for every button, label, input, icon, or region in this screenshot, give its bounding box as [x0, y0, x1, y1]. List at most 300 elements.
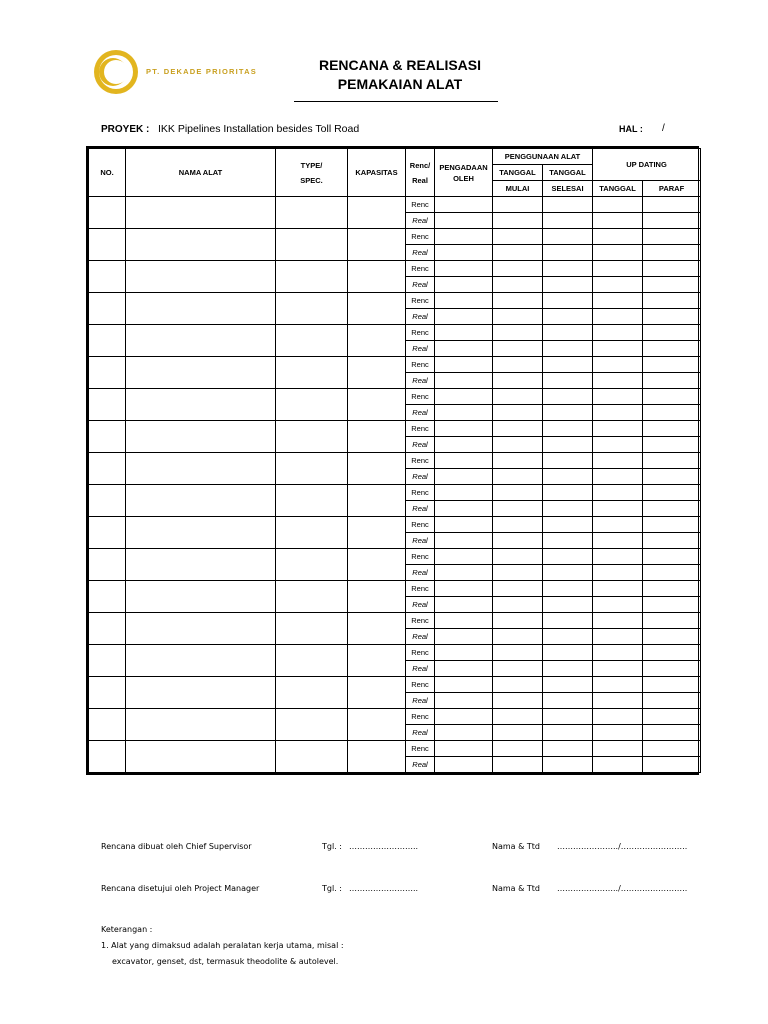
cell-tanggal-mulai[interactable]: [493, 677, 543, 693]
cell-type-spec[interactable]: [276, 197, 348, 229]
cell-kapasitas[interactable]: [348, 453, 406, 485]
cell-tanggal-mulai[interactable]: [493, 629, 543, 645]
header-pengadaan: [435, 149, 493, 197]
cell-no[interactable]: [89, 485, 126, 517]
cell-renc-real-real: Real: [406, 373, 435, 389]
cell-type-spec[interactable]: [276, 549, 348, 581]
cell-no[interactable]: [89, 613, 126, 645]
cell-updating-tanggal[interactable]: [593, 501, 643, 517]
table-row-renc: [89, 645, 701, 661]
cell-updating-tanggal[interactable]: [593, 741, 643, 757]
cell-tanggal-selesai[interactable]: [543, 645, 593, 661]
cell-updating-tanggal[interactable]: [593, 293, 643, 309]
cell-updating-paraf[interactable]: [643, 325, 701, 341]
cell-tanggal-mulai[interactable]: [493, 197, 543, 213]
cell-updating-tanggal[interactable]: [593, 565, 643, 581]
cell-tanggal-mulai[interactable]: [493, 485, 543, 501]
cell-kapasitas[interactable]: [348, 613, 406, 645]
cell-pengadaan[interactable]: [435, 261, 493, 277]
cell-updating-tanggal[interactable]: [593, 197, 643, 213]
cell-updating-paraf[interactable]: [643, 597, 701, 613]
cell-pengadaan[interactable]: [435, 197, 493, 213]
cell-renc-real-renc: Renc: [406, 293, 435, 309]
cell-nama-alat[interactable]: [126, 549, 276, 581]
cell-no[interactable]: [89, 741, 126, 773]
cell-pengadaan[interactable]: [435, 565, 493, 581]
cell-no[interactable]: [89, 293, 126, 325]
cell-renc-real-renc: Renc: [406, 645, 435, 661]
cell-updating-tanggal[interactable]: [593, 309, 643, 325]
header-kapasitas: KAPASITAS: [348, 149, 406, 197]
cell-tanggal-mulai[interactable]: [493, 581, 543, 597]
cell-pengadaan[interactable]: [435, 389, 493, 405]
cell-tanggal-mulai[interactable]: [493, 565, 543, 581]
cell-pengadaan[interactable]: [435, 469, 493, 485]
cell-renc-real-real: Real: [406, 277, 435, 293]
cell-nama-alat[interactable]: [126, 613, 276, 645]
cell-no[interactable]: [89, 261, 126, 293]
cell-tanggal-mulai[interactable]: [493, 645, 543, 661]
cell-type-spec[interactable]: [276, 741, 348, 773]
header-renc-real-line1: Renc/: [409, 160, 431, 170]
cell-updating-tanggal[interactable]: [593, 725, 643, 741]
cell-tanggal-selesai[interactable]: [543, 261, 593, 277]
cell-pengadaan[interactable]: [435, 357, 493, 373]
cell-renc-real-real: Real: [406, 661, 435, 677]
cell-updating-paraf[interactable]: [643, 533, 701, 549]
cell-pengadaan[interactable]: [435, 453, 493, 469]
cell-tanggal-mulai[interactable]: [493, 325, 543, 341]
cell-nama-alat[interactable]: [126, 229, 276, 261]
cell-updating-tanggal[interactable]: [593, 517, 643, 533]
cell-nama-alat[interactable]: [126, 197, 276, 229]
table-row-renc: [89, 709, 701, 725]
cell-updating-paraf[interactable]: [643, 469, 701, 485]
cell-pengadaan[interactable]: [435, 485, 493, 501]
cell-pengadaan[interactable]: [435, 533, 493, 549]
cell-no[interactable]: [89, 197, 126, 229]
cell-no[interactable]: [89, 677, 126, 709]
cell-no[interactable]: [89, 517, 126, 549]
cell-tanggal-mulai[interactable]: [493, 469, 543, 485]
cell-updating-paraf[interactable]: [643, 645, 701, 661]
cell-no[interactable]: [89, 581, 126, 613]
cell-tanggal-selesai[interactable]: [543, 693, 593, 709]
cell-pengadaan[interactable]: [435, 245, 493, 261]
cell-tanggal-mulai[interactable]: [493, 277, 543, 293]
cell-nama-alat[interactable]: [126, 421, 276, 453]
cell-updating-tanggal[interactable]: [593, 645, 643, 661]
cell-updating-tanggal[interactable]: [593, 325, 643, 341]
cell-updating-tanggal[interactable]: [593, 213, 643, 229]
cell-pengadaan[interactable]: [435, 229, 493, 245]
cell-type-spec[interactable]: [276, 613, 348, 645]
cell-updating-paraf[interactable]: [643, 213, 701, 229]
cell-nama-alat[interactable]: [126, 293, 276, 325]
header-updating-paraf: PARAF: [643, 181, 701, 197]
cell-kapasitas[interactable]: [348, 293, 406, 325]
cell-type-spec[interactable]: [276, 517, 348, 549]
cell-nama-alat[interactable]: [126, 453, 276, 485]
cell-pengadaan[interactable]: [435, 741, 493, 757]
cell-type-spec[interactable]: [276, 645, 348, 677]
cell-nama-alat[interactable]: [126, 389, 276, 421]
cell-tanggal-mulai[interactable]: [493, 741, 543, 757]
cell-pengadaan[interactable]: [435, 277, 493, 293]
cell-pengadaan[interactable]: [435, 309, 493, 325]
cell-updating-tanggal[interactable]: [593, 581, 643, 597]
cell-tanggal-selesai[interactable]: [543, 325, 593, 341]
cell-tanggal-selesai[interactable]: [543, 597, 593, 613]
cell-type-spec[interactable]: [276, 581, 348, 613]
cell-tanggal-selesai[interactable]: [543, 565, 593, 581]
cell-tanggal-selesai[interactable]: [543, 613, 593, 629]
cell-nama-alat[interactable]: [126, 517, 276, 549]
cell-updating-paraf[interactable]: [643, 581, 701, 597]
cell-updating-tanggal[interactable]: [593, 709, 643, 725]
cell-tanggal-selesai[interactable]: [543, 197, 593, 213]
cell-updating-paraf[interactable]: [643, 405, 701, 421]
cell-renc-real-renc: Renc: [406, 389, 435, 405]
cell-updating-paraf[interactable]: [643, 277, 701, 293]
cell-pengadaan[interactable]: [435, 421, 493, 437]
cell-type-spec[interactable]: [276, 261, 348, 293]
cell-updating-tanggal[interactable]: [593, 485, 643, 501]
cell-tanggal-selesai[interactable]: [543, 389, 593, 405]
cell-tanggal-selesai[interactable]: [543, 341, 593, 357]
cell-updating-paraf[interactable]: [643, 293, 701, 309]
cell-renc-real-renc: Renc: [406, 517, 435, 533]
cell-pengadaan[interactable]: [435, 629, 493, 645]
cell-updating-paraf[interactable]: [643, 709, 701, 725]
cell-pengadaan[interactable]: [435, 325, 493, 341]
cell-updating-paraf[interactable]: [643, 261, 701, 277]
cell-tanggal-selesai[interactable]: [543, 229, 593, 245]
cell-tanggal-mulai[interactable]: [493, 453, 543, 469]
cell-pengadaan[interactable]: [435, 405, 493, 421]
cell-kapasitas[interactable]: [348, 197, 406, 229]
cell-kapasitas[interactable]: [348, 421, 406, 453]
header-tanggal-mulai-line1: TANGGAL: [493, 165, 543, 181]
cell-tanggal-selesai[interactable]: [543, 517, 593, 533]
cell-updating-tanggal[interactable]: [593, 677, 643, 693]
cell-kapasitas[interactable]: [348, 485, 406, 517]
cell-renc-real-real: Real: [406, 341, 435, 357]
cell-updating-tanggal[interactable]: [593, 613, 643, 629]
cell-kapasitas[interactable]: [348, 325, 406, 357]
cell-updating-paraf[interactable]: [643, 485, 701, 501]
cell-type-spec[interactable]: [276, 229, 348, 261]
cell-kapasitas[interactable]: [348, 261, 406, 293]
cell-renc-real-real: Real: [406, 757, 435, 773]
cell-updating-paraf[interactable]: [643, 565, 701, 581]
page-label: HAL :: [619, 124, 643, 134]
cell-no[interactable]: [89, 325, 126, 357]
cell-type-spec[interactable]: [276, 357, 348, 389]
cell-tanggal-selesai[interactable]: [543, 421, 593, 437]
table-row-renc: [89, 517, 701, 533]
cell-nama-alat[interactable]: [126, 325, 276, 357]
cell-pengadaan[interactable]: [435, 757, 493, 773]
cell-tanggal-selesai[interactable]: [543, 357, 593, 373]
cell-tanggal-selesai[interactable]: [543, 581, 593, 597]
cell-updating-tanggal[interactable]: [593, 357, 643, 373]
cell-tanggal-selesai[interactable]: [543, 661, 593, 677]
cell-type-spec[interactable]: [276, 325, 348, 357]
cell-tanggal-mulai[interactable]: [493, 213, 543, 229]
cell-tanggal-selesai[interactable]: [543, 501, 593, 517]
cell-tanggal-selesai[interactable]: [543, 725, 593, 741]
cell-no[interactable]: [89, 453, 126, 485]
cell-renc-real-renc: Renc: [406, 357, 435, 373]
table-row-renc: [89, 389, 701, 405]
cell-tanggal-mulai[interactable]: [493, 421, 543, 437]
cell-no[interactable]: [89, 421, 126, 453]
header-type-spec-line2: SPEC.: [300, 175, 323, 185]
cell-updating-paraf[interactable]: [643, 421, 701, 437]
cell-kapasitas[interactable]: [348, 709, 406, 741]
cell-pengadaan[interactable]: [435, 213, 493, 229]
cell-tanggal-mulai[interactable]: [493, 389, 543, 405]
cell-tanggal-mulai[interactable]: [493, 373, 543, 389]
cell-pengadaan[interactable]: [435, 549, 493, 565]
cell-tanggal-selesai[interactable]: [543, 453, 593, 469]
cell-tanggal-selesai[interactable]: [543, 405, 593, 421]
cell-tanggal-selesai[interactable]: [543, 245, 593, 261]
cell-updating-paraf[interactable]: [643, 741, 701, 757]
table-row-renc: [89, 741, 701, 757]
cell-tanggal-mulai[interactable]: [493, 693, 543, 709]
cell-kapasitas[interactable]: [348, 229, 406, 261]
cell-pengadaan[interactable]: [435, 517, 493, 533]
cell-updating-paraf[interactable]: [643, 197, 701, 213]
cell-tanggal-selesai[interactable]: [543, 213, 593, 229]
cell-tanggal-mulai[interactable]: [493, 661, 543, 677]
cell-type-spec[interactable]: [276, 389, 348, 421]
cell-kapasitas[interactable]: [348, 677, 406, 709]
cell-nama-alat[interactable]: [126, 581, 276, 613]
cell-pengadaan[interactable]: [435, 341, 493, 357]
cell-tanggal-mulai[interactable]: [493, 533, 543, 549]
cell-updating-tanggal[interactable]: [593, 405, 643, 421]
cell-tanggal-selesai[interactable]: [543, 373, 593, 389]
cell-renc-real-renc: Renc: [406, 485, 435, 501]
table-row-renc: [89, 485, 701, 501]
cell-updating-tanggal[interactable]: [593, 549, 643, 565]
cell-updating-paraf[interactable]: [643, 389, 701, 405]
cell-updating-tanggal[interactable]: [593, 245, 643, 261]
cell-updating-paraf[interactable]: [643, 757, 701, 773]
cell-tanggal-selesai[interactable]: [543, 757, 593, 773]
cell-updating-paraf[interactable]: [643, 677, 701, 693]
cell-tanggal-selesai[interactable]: [543, 741, 593, 757]
cell-updating-tanggal[interactable]: [593, 277, 643, 293]
cell-no[interactable]: [89, 709, 126, 741]
cell-pengadaan[interactable]: [435, 725, 493, 741]
cell-no[interactable]: [89, 389, 126, 421]
cell-pengadaan[interactable]: [435, 693, 493, 709]
cell-updating-tanggal[interactable]: [593, 229, 643, 245]
cell-updating-tanggal[interactable]: [593, 757, 643, 773]
cell-tanggal-mulai[interactable]: [493, 613, 543, 629]
header-tanggal-selesai-line1: TANGGAL: [543, 165, 593, 181]
cell-updating-tanggal[interactable]: [593, 453, 643, 469]
cell-tanggal-mulai[interactable]: [493, 405, 543, 421]
cell-renc-real-real: Real: [406, 725, 435, 741]
footer-line2-nama: Nama & Ttd: [492, 884, 541, 893]
cell-kapasitas[interactable]: [348, 741, 406, 773]
cell-updating-paraf[interactable]: [643, 725, 701, 741]
document-title-line2: PEMAKAIAN ALAT: [337, 76, 463, 92]
cell-nama-alat[interactable]: [126, 709, 276, 741]
cell-updating-tanggal[interactable]: [593, 661, 643, 677]
cell-updating-paraf[interactable]: [643, 517, 701, 533]
cell-updating-tanggal[interactable]: [593, 437, 643, 453]
cell-nama-alat[interactable]: [126, 485, 276, 517]
cell-updating-paraf[interactable]: [643, 245, 701, 261]
cell-updating-paraf[interactable]: [643, 613, 701, 629]
cell-updating-paraf[interactable]: [643, 629, 701, 645]
cell-pengadaan[interactable]: [435, 437, 493, 453]
cell-renc-real-renc: Renc: [406, 581, 435, 597]
cell-tanggal-selesai[interactable]: [543, 533, 593, 549]
cell-updating-paraf[interactable]: [643, 357, 701, 373]
cell-tanggal-mulai[interactable]: [493, 245, 543, 261]
cell-pengadaan[interactable]: [435, 501, 493, 517]
cell-type-spec[interactable]: [276, 293, 348, 325]
cell-renc-real-renc: Renc: [406, 453, 435, 469]
cell-type-spec[interactable]: [276, 421, 348, 453]
note-1-line2: excavator, genset, dst, termasuk theodolite & autolevel.: [112, 957, 339, 966]
cell-pengadaan[interactable]: [435, 581, 493, 597]
cell-updating-tanggal[interactable]: [593, 469, 643, 485]
cell-tanggal-mulai[interactable]: [493, 229, 543, 245]
cell-tanggal-selesai[interactable]: [543, 709, 593, 725]
cell-tanggal-selesai[interactable]: [543, 293, 593, 309]
cell-pengadaan[interactable]: [435, 645, 493, 661]
cell-tanggal-mulai[interactable]: [493, 725, 543, 741]
cell-no[interactable]: [89, 357, 126, 389]
footer-line2-nama-dots: …………………../…………………….: [557, 884, 688, 893]
cell-kapasitas[interactable]: [348, 389, 406, 421]
cell-tanggal-mulai[interactable]: [493, 357, 543, 373]
cell-tanggal-selesai[interactable]: [543, 677, 593, 693]
cell-updating-tanggal[interactable]: [593, 629, 643, 645]
cell-type-spec[interactable]: [276, 677, 348, 709]
cell-tanggal-mulai[interactable]: [493, 341, 543, 357]
cell-tanggal-mulai[interactable]: [493, 549, 543, 565]
cell-pengadaan[interactable]: [435, 613, 493, 629]
cell-tanggal-selesai[interactable]: [543, 277, 593, 293]
document-title-line1: RENCANA & REALISASI: [318, 57, 482, 73]
cell-updating-tanggal[interactable]: [593, 261, 643, 277]
cell-no[interactable]: [89, 229, 126, 261]
cell-updating-paraf[interactable]: [643, 453, 701, 469]
header-pengadaan-line2: OLEH: [453, 173, 474, 183]
table-row-renc: [89, 677, 701, 693]
cell-type-spec[interactable]: [276, 709, 348, 741]
cell-tanggal-mulai[interactable]: [493, 709, 543, 725]
cell-renc-real-renc: Renc: [406, 197, 435, 213]
cell-type-spec[interactable]: [276, 453, 348, 485]
cell-tanggal-mulai[interactable]: [493, 501, 543, 517]
header-type-spec-line1: TYPE/: [300, 160, 323, 170]
cell-renc-real-renc: Renc: [406, 709, 435, 725]
cell-no[interactable]: [89, 645, 126, 677]
cell-updating-paraf[interactable]: [643, 549, 701, 565]
cell-tanggal-selesai[interactable]: [543, 437, 593, 453]
cell-updating-tanggal[interactable]: [593, 421, 643, 437]
cell-renc-real-real: Real: [406, 469, 435, 485]
cell-tanggal-selesai[interactable]: [543, 485, 593, 501]
cell-renc-real-real: Real: [406, 693, 435, 709]
cell-pengadaan[interactable]: [435, 293, 493, 309]
cell-updating-paraf[interactable]: [643, 229, 701, 245]
cell-renc-real-renc: Renc: [406, 741, 435, 757]
cell-nama-alat[interactable]: [126, 357, 276, 389]
cell-kapasitas[interactable]: [348, 581, 406, 613]
cell-type-spec[interactable]: [276, 485, 348, 517]
cell-pengadaan[interactable]: [435, 677, 493, 693]
cell-nama-alat[interactable]: [126, 677, 276, 709]
cell-tanggal-selesai[interactable]: [543, 629, 593, 645]
cell-updating-tanggal[interactable]: [593, 373, 643, 389]
cell-tanggal-mulai[interactable]: [493, 597, 543, 613]
cell-renc-real-real: Real: [406, 629, 435, 645]
cell-tanggal-mulai[interactable]: [493, 261, 543, 277]
project-value: IKK Pipelines Installation besides Toll Road: [158, 123, 360, 135]
cell-pengadaan[interactable]: [435, 661, 493, 677]
cell-updating-paraf[interactable]: [643, 437, 701, 453]
cell-updating-paraf[interactable]: [643, 341, 701, 357]
equipment-table: [86, 146, 699, 775]
cell-tanggal-mulai[interactable]: [493, 309, 543, 325]
cell-updating-paraf[interactable]: [643, 309, 701, 325]
cell-kapasitas[interactable]: [348, 549, 406, 581]
cell-tanggal-mulai[interactable]: [493, 437, 543, 453]
cell-tanggal-selesai[interactable]: [543, 469, 593, 485]
cell-updating-tanggal[interactable]: [593, 341, 643, 357]
cell-nama-alat[interactable]: [126, 645, 276, 677]
cell-tanggal-mulai[interactable]: [493, 517, 543, 533]
cell-pengadaan[interactable]: [435, 373, 493, 389]
cell-kapasitas[interactable]: [348, 517, 406, 549]
cell-tanggal-selesai[interactable]: [543, 309, 593, 325]
cell-tanggal-mulai[interactable]: [493, 757, 543, 773]
company-name: PT. DEKADE PRIORITAS: [146, 67, 257, 76]
cell-updating-paraf[interactable]: [643, 693, 701, 709]
cell-tanggal-selesai[interactable]: [543, 549, 593, 565]
cell-tanggal-mulai[interactable]: [493, 293, 543, 309]
cell-nama-alat[interactable]: [126, 261, 276, 293]
cell-updating-paraf[interactable]: [643, 373, 701, 389]
cell-renc-real-real: Real: [406, 245, 435, 261]
cell-updating-tanggal[interactable]: [593, 693, 643, 709]
cell-pengadaan[interactable]: [435, 709, 493, 725]
cell-pengadaan[interactable]: [435, 597, 493, 613]
cell-updating-tanggal[interactable]: [593, 597, 643, 613]
cell-updating-tanggal[interactable]: [593, 389, 643, 405]
cell-updating-paraf[interactable]: [643, 661, 701, 677]
cell-updating-paraf[interactable]: [643, 501, 701, 517]
cell-nama-alat[interactable]: [126, 741, 276, 773]
cell-no[interactable]: [89, 549, 126, 581]
cell-kapasitas[interactable]: [348, 645, 406, 677]
cell-updating-tanggal[interactable]: [593, 533, 643, 549]
cell-renc-real-real: Real: [406, 405, 435, 421]
cell-kapasitas[interactable]: [348, 357, 406, 389]
header-pengadaan-line1: PENGADAAN: [439, 162, 488, 172]
